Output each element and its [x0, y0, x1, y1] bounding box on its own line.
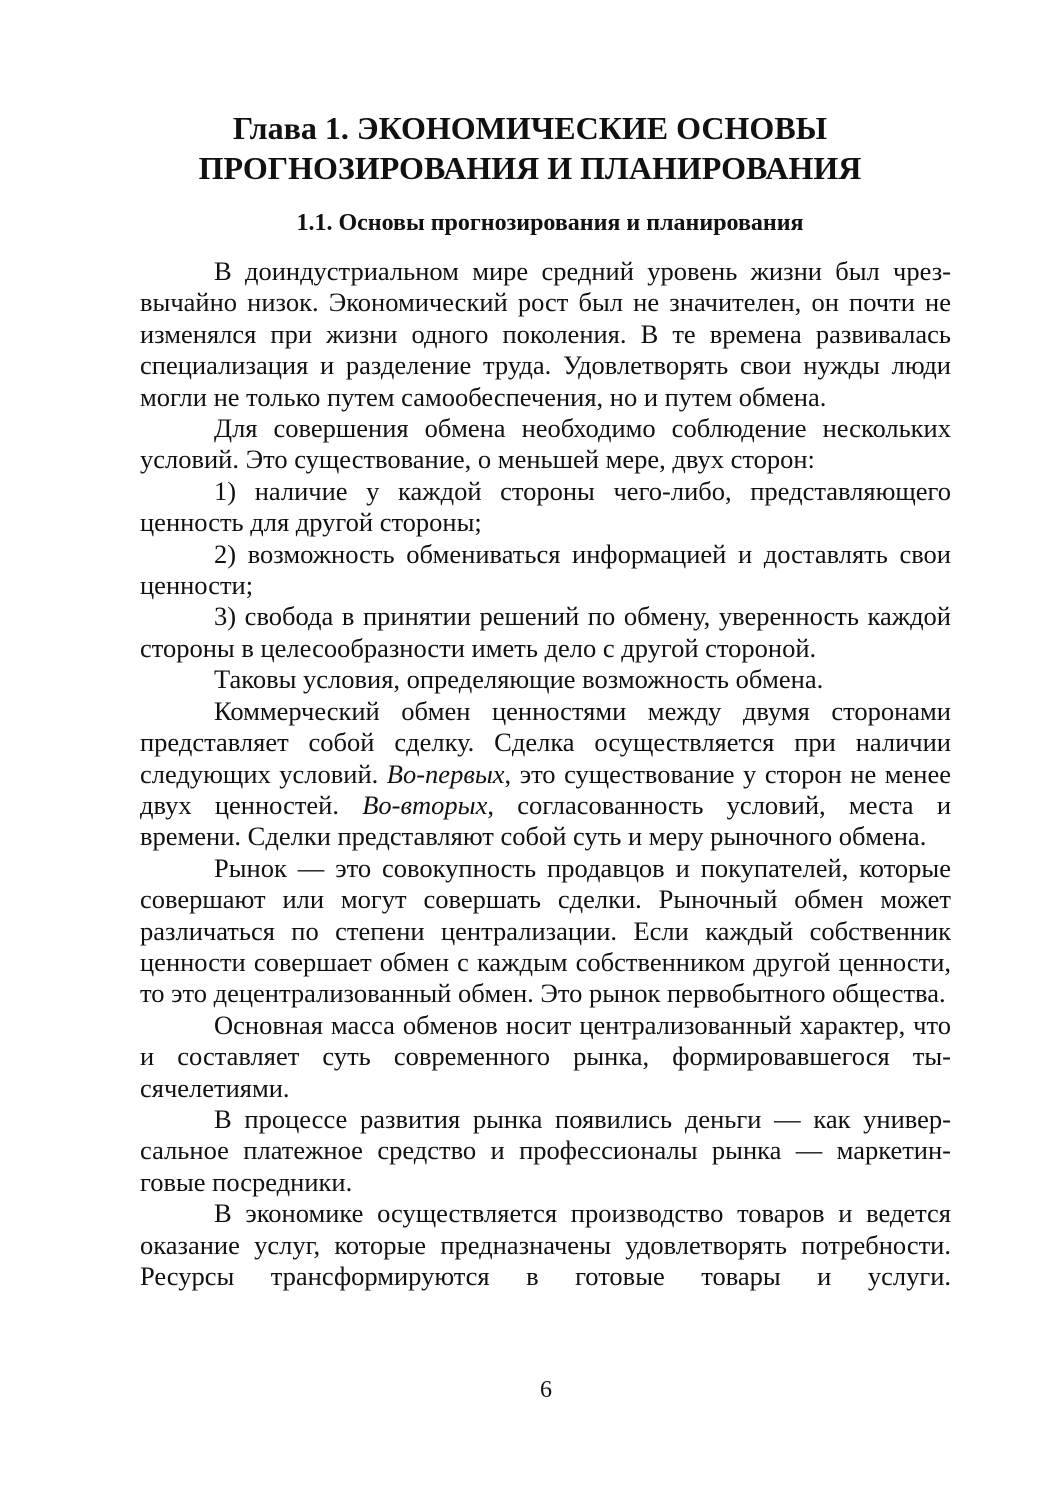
- page-number: 6: [540, 1377, 552, 1403]
- emphasis-first: Во-первых: [386, 758, 505, 789]
- paragraph-9: Основная масса обменов носит централизованный характер, что и составляет суть современного рынка, формировавшегося тысячелетиями.: [140, 1009, 951, 1103]
- paragraph-8: Рынок — это совокупность продавцов и покупателей, которые совершают или могут совершать сделки. Рыночный обмен может различаться по степени централизации. Если каждый собственник ценности совершает обмен с каждым собственником другой ценности, то это децентрализованный обмен. Это рынок первобытного общества.: [140, 852, 951, 1009]
- paragraph-5: 3) свобода в принятии решений по обмену, уверенность каждой стороны в целесообразности иметь дело с другой стороной.: [140, 601, 951, 663]
- chapter-title: [120, 108, 940, 188]
- chapter-title-line-1: Глава 1. ЭКОНОМИЧЕСКИЕ ОСНОВЫ: [232, 110, 828, 146]
- paragraph-11: В экономике осуществляется производство товаров и ведется оказание услуг, которые предназначены удовлетворять потребности. Ресурсы трансформируются в готовые товары и услуги.: [140, 1198, 951, 1291]
- paragraph-7-text-2: , это существование у сторон не менее двух ценностей.: [140, 758, 951, 820]
- chapter-title-line-2: ПРОГНОЗИРОВАНИЯ И ПЛАНИРОВАНИЯ: [198, 150, 862, 186]
- paragraph-10: В процессе развития рынка появились деньги — как универсальное платежное средство и профессионалы рынка — маркетинговые посредники.: [140, 1103, 951, 1197]
- emphasis-second: Во-вторых: [362, 789, 488, 820]
- paragraph-7: [140, 696, 951, 853]
- paragraph-2: Для совершения обмена необходимо соблюдение нескольких условий. Это существование, о меньшей мере, двух сторон:: [140, 413, 951, 475]
- paragraph-1: В доиндустриальном мире средний уровень жизни был чрезвычайно низок. Экономический рост был не значителен, он почти не изменялся при жизни одного поколения. В те времена развивалась специализация и разделение труда. Удовлетворять свои нужды люди могли не только путем самообеспечения, но и путем обмена.: [140, 256, 951, 412]
- section-title: 1.1. Основы прогнозирования и планирования: [296, 210, 804, 236]
- paragraph-7-text-1: Коммерческий обмен ценностями между двумя сторонами представляет собой сделку. Сделка осуществляется при наличии следующих условий.: [140, 695, 951, 789]
- paragraph-7-text-3: , согласованность условий, места и времени. Сделки представляют собой суть и меру рыночного обмена.: [140, 789, 952, 852]
- paragraph-4: 2) возможность обмениваться информацией и доставлять свои ценности;: [140, 538, 951, 601]
- body-text: [140, 256, 951, 1292]
- paragraph-3: 1) наличие у каждой стороны чего-либо, представляющего ценность для другой стороны;: [140, 475, 951, 538]
- paragraph-6: Таковы условия, определяющие возможность обмена.: [214, 664, 824, 695]
